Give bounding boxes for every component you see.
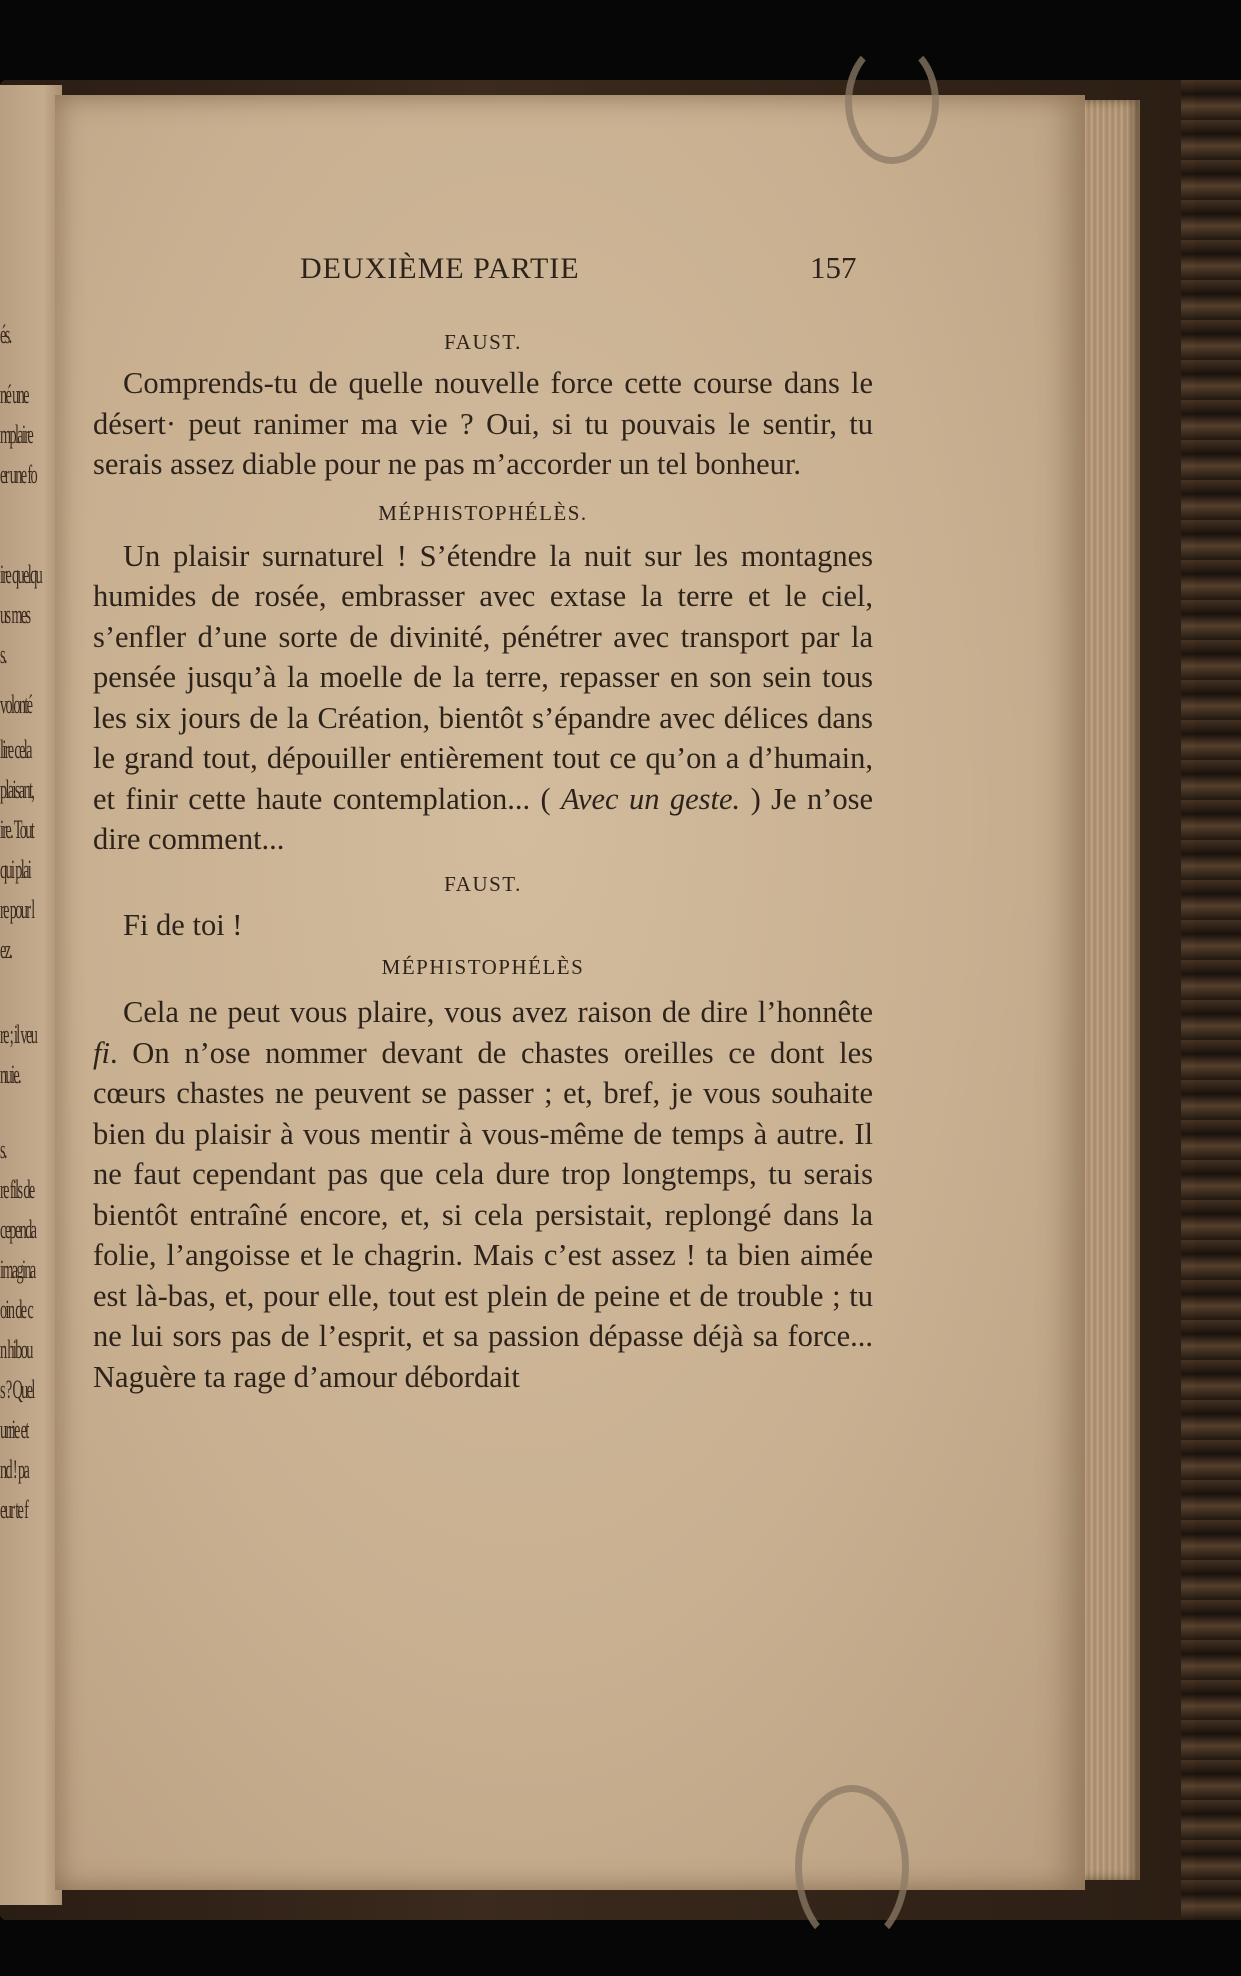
- speaker-label: MÉPHISTOPHÉLÈS: [381, 955, 585, 979]
- previous-page-fragment: mplaire: [0, 420, 33, 449]
- previous-page-fragment: us mes: [0, 600, 30, 629]
- previous-page-fragment: lire cela: [0, 735, 31, 764]
- paragraph: Cela ne peut vous plaire, vous avez raison de dire l’honnête fi. On n’ose nommer devant de chastes oreilles ce dont les cœurs chastes ne peuvent se passer ; et, bref, je vous souhaite bien du plaisir à vous mentir à vous-même de temps à autre. Il ne faut cependant pas que cela dure trop longtemps, tu serais bientôt entraîné encore, et, si cela persistait, replongé dans la folie, l’angoisse et le chagrin. Mais c’est assez ! ta bien aimée est là-bas, et, pour elle, tout est plein de peine et de trouble ; tu ne lui sors pas de l’esprit, et sa passion dépasse déjà sa force... Naguère ta rage d’amour débordait: [93, 995, 873, 1394]
- previous-page-fragment: imagina: [0, 1255, 35, 1284]
- previous-page-fragment: eur te f: [0, 1495, 28, 1524]
- paragraph: Comprends-tu de quelle nouvelle force cette course dans le désert· peut ranimer ma vie ? Oui, si tu pouvais le sentir, tu serais assez diable pour ne pas m’accorder un tel bonheur.: [93, 366, 873, 481]
- speaker-label: FAUST.: [444, 871, 522, 896]
- paragraph: Fi de toi !: [123, 907, 243, 942]
- previous-page-fragment: plaisant,: [0, 775, 34, 804]
- previous-page-fragment: er une fo: [0, 460, 36, 489]
- previous-page-fragment: nuie.: [0, 1060, 20, 1089]
- previous-page-fragment: urrie et: [0, 1415, 28, 1444]
- running-head: DEUXIÈME PARTIE: [300, 252, 580, 285]
- previous-page-fragment: ez.: [0, 935, 12, 964]
- previous-page-fragment: qui plai: [0, 855, 31, 884]
- page-clip-top: [845, 40, 939, 164]
- page-number: 157: [810, 250, 857, 285]
- previous-page-fragment: né une: [0, 380, 28, 409]
- previous-page-fragment: cependa: [0, 1215, 36, 1244]
- previous-page-fragment: volonté: [0, 690, 32, 719]
- page-edges: [1080, 100, 1140, 1880]
- book-cover-edge: [1181, 80, 1241, 1920]
- paragraph: Un plaisir surnaturel ! S’étendre la nuit sur les montagnes humides de rosée, embrasser avec extase la terre et le ciel, s’enfler d’une sorte de divinité, pénétrer avec transport par la pensée jusqu’à la moelle de la terre, repasser en son sein tous les six jours de la Création, bientôt s’épandre avec délices dans le grand tout, dépouiller entièrement tout ce qu’on a d’humain, et finir cette haute contemplation... ( Avec un geste. ) Je n’ose dire comment...: [93, 538, 874, 856]
- page-clip-bottom: [795, 1785, 909, 1949]
- previous-page-fragment: s.: [0, 640, 6, 669]
- stage-direction: Avec un geste.: [561, 781, 741, 816]
- previous-page-fragment: re pour l: [0, 895, 34, 924]
- previous-page-fragment: re ; il veu: [0, 1020, 37, 1049]
- previous-page-fragment: s.: [0, 1135, 6, 1164]
- previous-page-fragment: s ? Quel: [0, 1375, 34, 1404]
- speaker-label: MÉPHISTOPHÉLÈS.: [378, 500, 588, 525]
- italic-word: fi: [93, 1035, 110, 1070]
- previous-page-fragment: ire. Tout: [0, 815, 34, 844]
- previous-page-fragment: n hibou: [0, 1335, 32, 1364]
- previous-page-fragment: nd ! pa: [0, 1455, 29, 1484]
- page-text: [93, 330, 873, 1397]
- previous-page-fragment: és.: [0, 320, 11, 349]
- previous-page-fragment: ire quelqu: [0, 560, 42, 589]
- previous-page-fragment: oin de c: [0, 1295, 33, 1324]
- previous-page-sliver: [0, 85, 62, 1905]
- previous-page-fragment: re fils de: [0, 1175, 34, 1204]
- speaker-label: FAUST.: [444, 330, 522, 354]
